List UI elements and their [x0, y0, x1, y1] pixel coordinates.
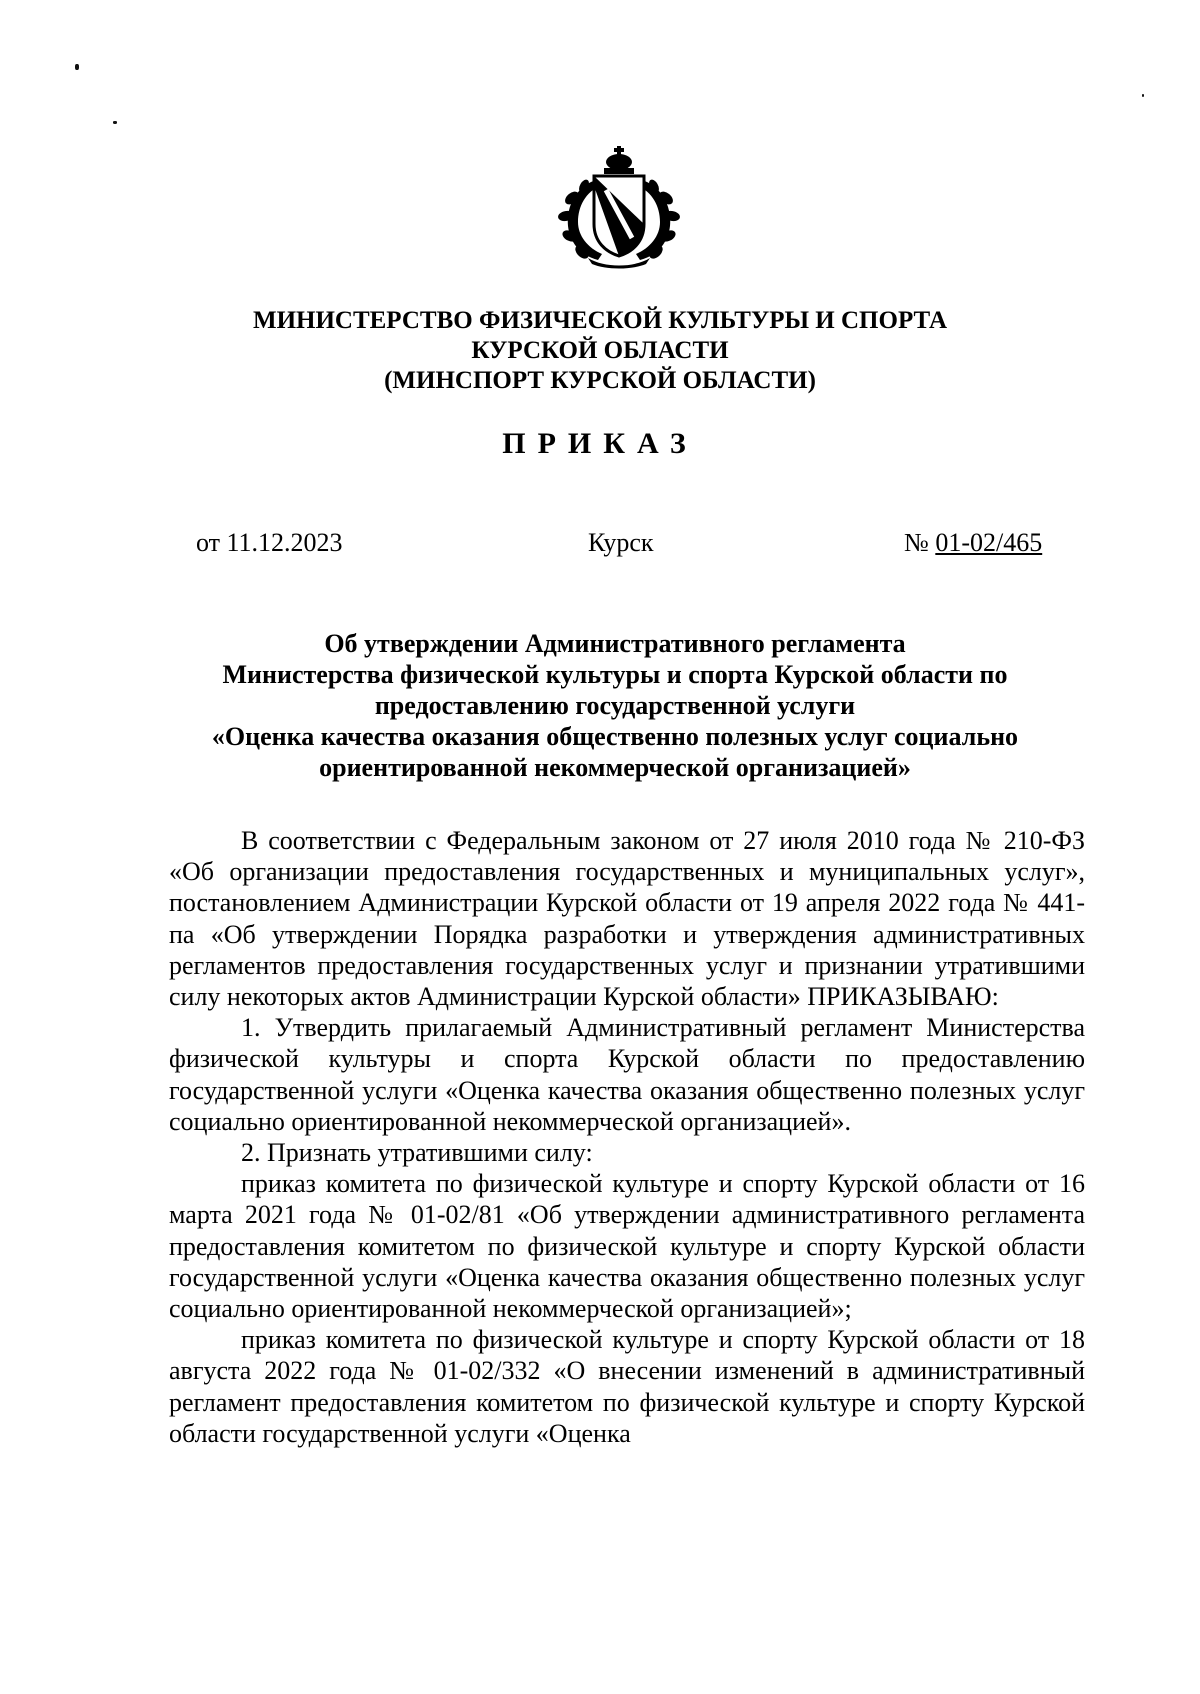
item-2b-paragraph: приказ комитета по физической культуре и спорту Курской области от 18 августа 2022 года № 01-02/332 «О внесении изменений в административный регламент предоставления комитетом по физической культуре и спорту Курской области государственной услуги «Оценка — [169, 1325, 1085, 1448]
item-1-paragraph: 1. Утвердить прилагаемый Административный регламент Министерства физической культуры и спорта Курской области по предоставлению государственной услуги «Оценка качества оказания общественно полезных услуг социально ориентированной некоммерческой организацией». — [169, 1013, 1085, 1136]
order-number-value: 01-02/465 — [935, 528, 1043, 557]
scan-speck — [113, 121, 117, 124]
order-number-prefix: № — [904, 528, 936, 557]
order-title-line5: ориентированной некоммерческой организацией» — [319, 753, 911, 782]
order-title-line1: Об утверждении Административного регламента — [324, 629, 906, 658]
ministry-name-line3: (МИНСПОРТ КУРСКОЙ ОБЛАСТИ) — [384, 367, 816, 394]
order-title-line2: Министерства физической культуры и спорта Курской области по — [222, 660, 1008, 689]
order-title-line3: предоставлению государственной услуги — [374, 691, 856, 720]
order-body — [169, 825, 1085, 1449]
order-number — [904, 528, 1042, 558]
coat-of-arms-icon — [548, 146, 690, 270]
ministry-name-line2: КУРСКОЙ ОБЛАСТИ — [471, 337, 729, 364]
order-city: Курск — [588, 528, 654, 557]
order-title-line4: «Оценка качества оказания общественно полезных услуг социально — [211, 722, 1019, 751]
item-2a-paragraph: приказ комитета по физической культуре и спорту Курской области от 16 марта 2021 года № 01-02/81 «Об утверждении административного регламента предоставления комитетом по физической культуре и спорту Курской области государственной услуги «Оценка качества оказания общественно полезных услуг социально ориентированной некоммерческой организацией»; — [169, 1169, 1085, 1324]
ministry-name-line1: МИНИСТЕРСТВО ФИЗИЧЕСКОЙ КУЛЬТУРЫ И СПОРТА — [252, 307, 948, 334]
preamble-paragraph: В соответствии с Федеральным законом от 27 июля 2010 года № 210-ФЗ «Об организации предоставления государственных и муниципальных услуг», постановлением Администрации Курской области от 19 апреля 2022 года № 441-па «Об утверждении Порядка разработки и утверждения административных регламентов предоставления государственных услуг и признании утратившими силу некоторых актов Администрации Курской области» ПРИКАЗЫВАЮ: — [169, 826, 1085, 1012]
scan-speck — [1142, 94, 1144, 97]
order-title — [150, 628, 1080, 783]
ministry-header — [0, 306, 1200, 396]
order-date: от 11.12.2023 — [196, 528, 343, 557]
document-type: ПРИКАЗ — [502, 427, 698, 460]
scan-speck — [75, 64, 79, 70]
item-2-paragraph: 2. Признать утратившими силу: — [241, 1138, 593, 1168]
